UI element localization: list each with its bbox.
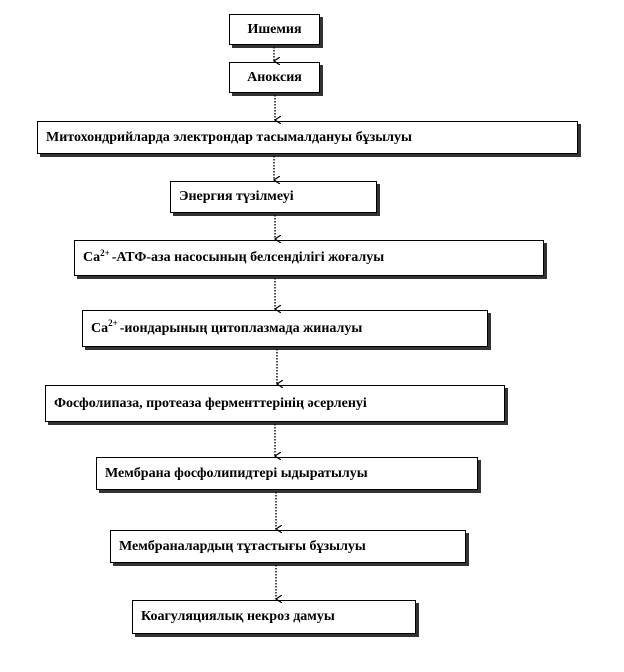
step-label: Фосфолипаза, протеаза ферменттерінің әсерленуі	[54, 395, 367, 411]
step-prefix: Са	[91, 320, 109, 336]
step-label: Энергия түзілмеуі	[179, 189, 294, 204]
step-label: Ишемия	[247, 21, 302, 37]
step-label: -АТФ-аза насосының белсенділігі жоғалуы	[111, 250, 385, 265]
step-prefix: Са	[83, 250, 101, 265]
step-superscript: 2+	[108, 318, 118, 328]
step-label: Мембрана фосфолипидтері ыдыратылуы	[105, 465, 368, 481]
step-label: Митохондрийларда электрондар тасымалдануы бұзылуы	[46, 129, 412, 145]
step-label: Аноксия	[247, 69, 302, 85]
step-label: Мембраналардың тұтастығы бұзылуы	[119, 538, 366, 554]
step-label: Коагуляциялық некроз дамуы	[141, 609, 335, 624]
step-label: -иондарының цитоплазмада жиналуы	[119, 320, 363, 336]
step-superscript: 2+	[100, 247, 110, 258]
